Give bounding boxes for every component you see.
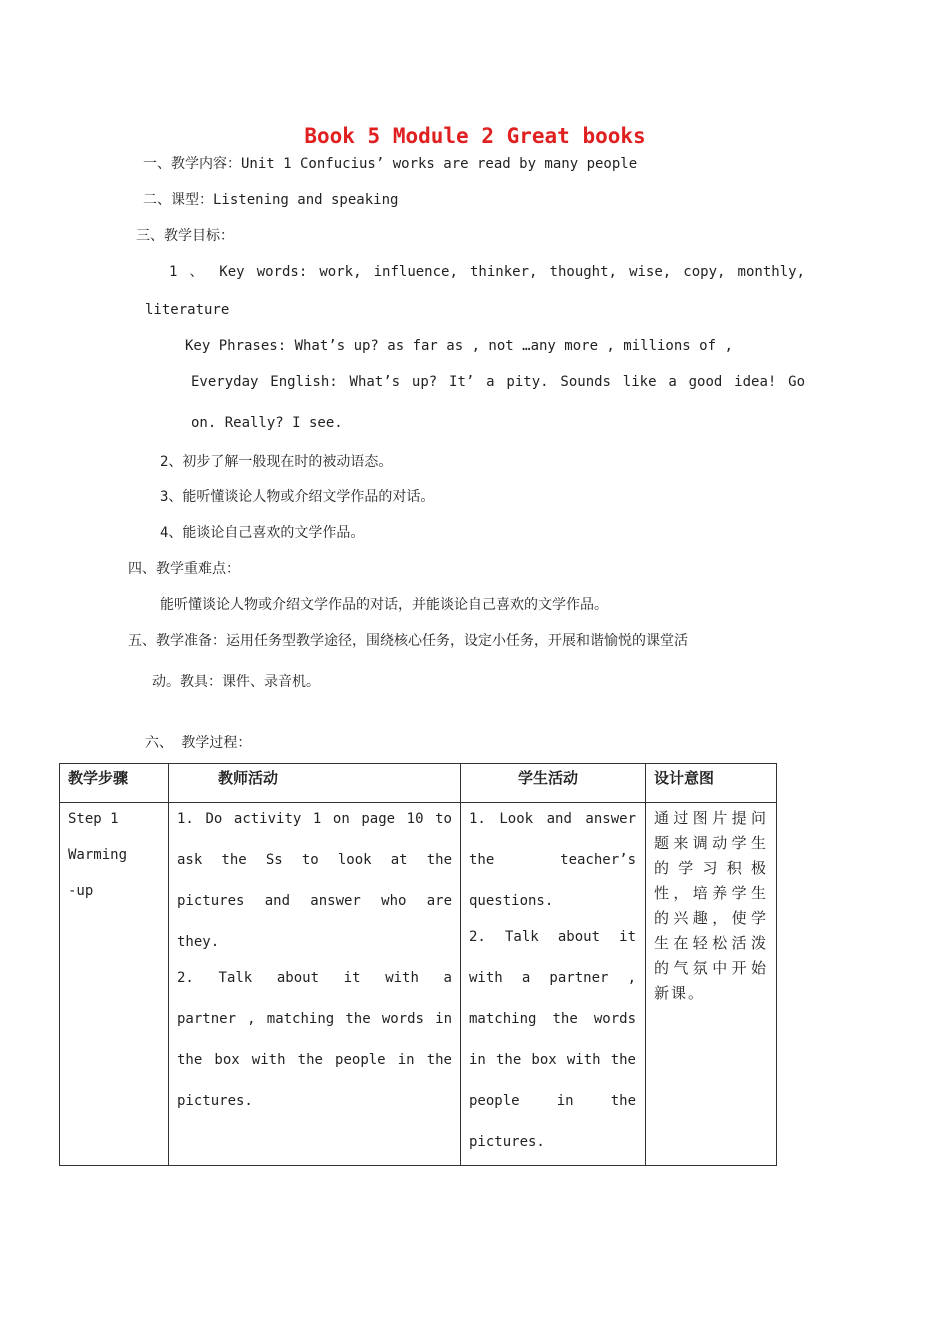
teacher-line: 1. Do activity 1 on page 10 to bbox=[177, 811, 452, 827]
table-border-right bbox=[776, 763, 777, 1166]
design-intent-cell: 通过图片提问题来调动学生的学习积极性，培养学生的兴趣，使学生在轻松活泼的气氛中开始新课。 bbox=[654, 809, 768, 1002]
header-student-activity: 学生活动 bbox=[518, 769, 579, 787]
section-process-heading: 六、 教学过程： bbox=[145, 735, 252, 751]
teacher-line: pictures and answer who are bbox=[177, 893, 452, 909]
step-line: -up bbox=[68, 883, 94, 899]
table-column-divider bbox=[645, 763, 646, 1166]
student-line: matching the words bbox=[469, 1011, 636, 1027]
header-design-intent: 设计意图 bbox=[654, 769, 715, 787]
step-cell bbox=[68, 807, 163, 915]
student-line: 1. Look and answer bbox=[469, 811, 636, 827]
header-step: 教学步骤 bbox=[68, 769, 129, 787]
table-border-bottom bbox=[59, 1165, 777, 1166]
section-lesson-type: 二、课型：Listening and speaking bbox=[143, 192, 399, 208]
teacher-line: ask the Ss to look at the bbox=[177, 852, 452, 868]
table-border-left bbox=[59, 763, 60, 1166]
objective-3: 3、能听懂谈论人物或介绍文学作品的对话。 bbox=[160, 489, 435, 505]
table-column-divider bbox=[460, 763, 461, 1166]
student-line: pictures. bbox=[469, 1134, 545, 1150]
objective-4: 4、能谈论自己喜欢的文学作品。 bbox=[160, 525, 365, 541]
student-line: the teacher’s bbox=[469, 852, 636, 868]
section-key-points-body: 能听懂谈论人物或介绍文学作品的对话，并能谈论自己喜欢的文学作品。 bbox=[160, 597, 608, 613]
student-line: people in the bbox=[469, 1093, 636, 1109]
student-activity-cell bbox=[469, 807, 636, 1171]
teacher-line: partner , matching the words in bbox=[177, 1011, 452, 1027]
objective-2: 2、初步了解一般现在时的被动语态。 bbox=[160, 454, 393, 470]
student-line: in the box with the bbox=[469, 1052, 636, 1068]
section-content: 一、教学内容：Unit 1 Confucius’ works are read by many people bbox=[143, 156, 638, 172]
section-preparation: 五、教学准备：运用任务型教学途径，围绕核心任务，设定小任务，开展和谐愉悦的课堂活 bbox=[128, 633, 688, 649]
step-line: Warming bbox=[68, 847, 128, 863]
table-header-divider bbox=[59, 802, 777, 803]
header-teacher-activity: 教师活动 bbox=[218, 769, 279, 787]
section-key-points-heading: 四、教学重难点： bbox=[128, 561, 240, 577]
key-phrases-line: Key Phrases: What’s up? as far as , not …any more , millions of , bbox=[185, 338, 733, 354]
teacher-line: the box with the people in the bbox=[177, 1052, 452, 1068]
teaching-process-table bbox=[59, 763, 777, 1166]
key-words-line: 1 、 Key words: work, influence, thinker, thought, wise, copy, monthly, bbox=[169, 264, 805, 280]
student-line: 2. Talk about it bbox=[469, 929, 636, 945]
everyday-english-line-cont: on. Really? I see. bbox=[191, 415, 343, 431]
teacher-line: pictures. bbox=[177, 1093, 253, 1109]
teacher-line: they. bbox=[177, 934, 220, 950]
step-line: Step 1 bbox=[68, 811, 119, 827]
section-preparation-cont: 动。教具：课件、录音机。 bbox=[152, 674, 320, 690]
student-line: with a partner , bbox=[469, 970, 636, 986]
teacher-activity-cell bbox=[177, 807, 452, 1130]
document-title: Book 5 Module 2 Great books bbox=[304, 124, 646, 148]
section-objectives-heading: 三、教学目标： bbox=[136, 228, 234, 244]
everyday-english-line: Everyday English: What’s up? It’ a pity. Sounds like a good idea! Go bbox=[191, 374, 805, 390]
key-words-line-cont: literature bbox=[145, 302, 230, 318]
teacher-line: 2. Talk about it with a bbox=[177, 970, 452, 986]
table-column-divider bbox=[168, 763, 169, 1166]
student-line: questions. bbox=[469, 893, 554, 909]
